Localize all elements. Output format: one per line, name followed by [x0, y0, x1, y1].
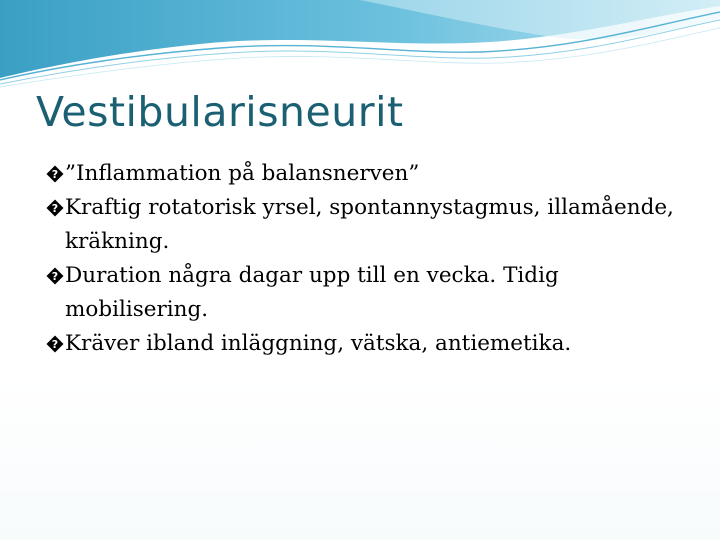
bullet-text: Kräver ibland inläggning, vätska, antiemetika.	[65, 331, 572, 356]
bullet-text: Duration några dagar upp till en vecka. Tidig mobilisering.	[65, 263, 559, 322]
bullet-item	[46, 327, 686, 361]
bullet-list	[46, 157, 686, 361]
bullet-text: Kraftig rotatorisk yrsel, spontannystagmus, illamående, kräkning.	[65, 195, 674, 254]
svg-text:?: ?	[51, 338, 59, 351]
bullet-item	[46, 191, 686, 259]
svg-text:?: ?	[51, 270, 59, 283]
bullet-item	[46, 259, 686, 327]
slide-title: Vestibularisneurit	[36, 88, 404, 136]
bullet-item	[46, 157, 686, 191]
svg-text:?: ?	[51, 202, 59, 215]
svg-text:?: ?	[51, 168, 59, 181]
bullet-text: ”Inflammation på balansnerven”	[65, 161, 420, 186]
header-wave-decoration	[0, 0, 720, 90]
